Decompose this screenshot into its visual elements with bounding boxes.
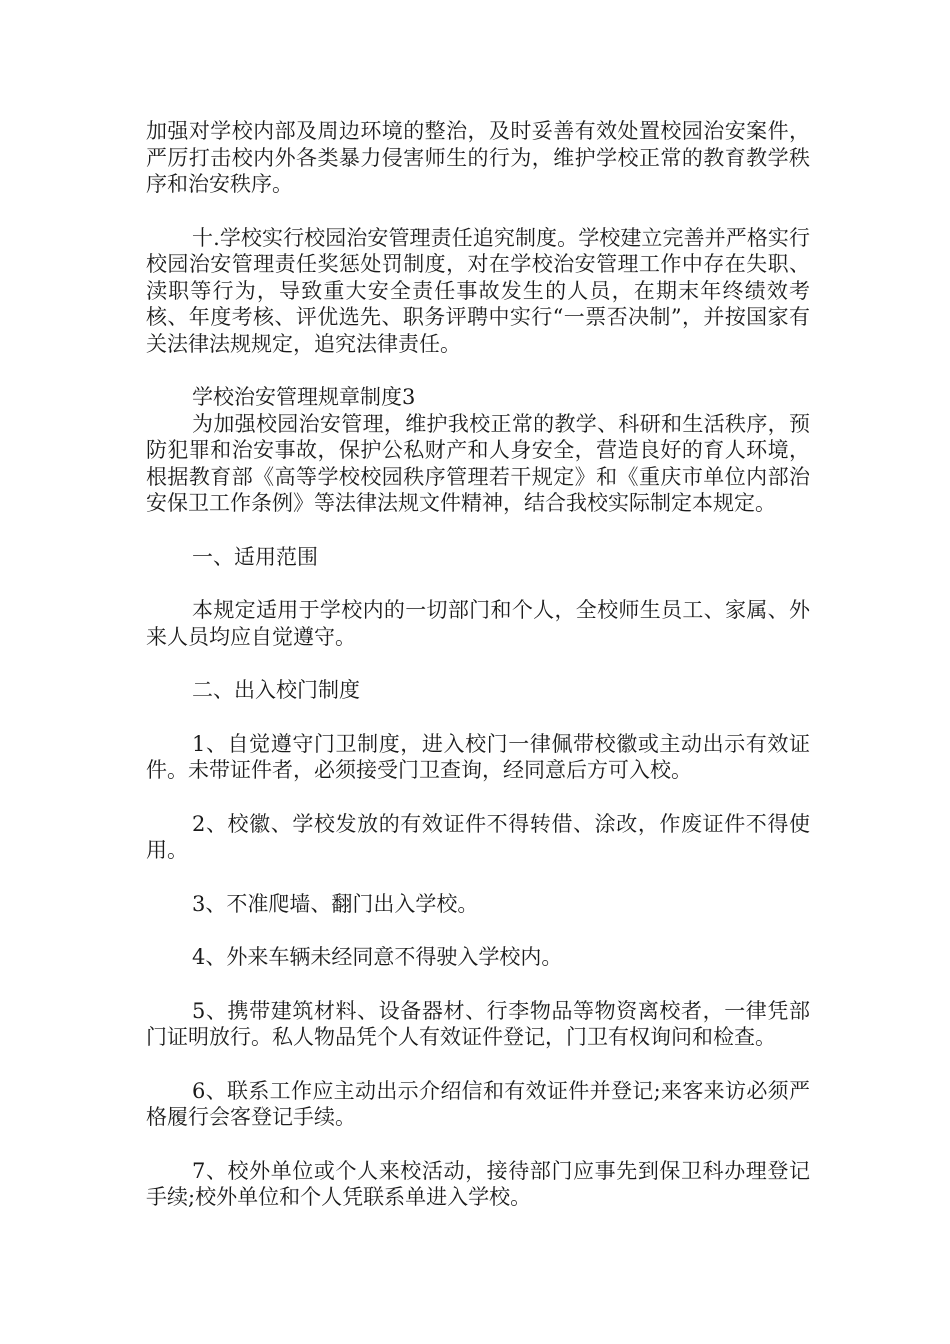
rule-item-6: 6、联系工作应主动出示介绍信和有效证件并登记;来客来访必须严格履行会客登记手续。 (146, 1078, 810, 1129)
rule-item-5: 5、携带建筑材料、设备器材、行李物品等物资离校者，一律凭部门证明放行。私人物品凭个人有效证件登记，门卫有权询问和检查。 (146, 998, 810, 1049)
paragraph-item-10: 十.学校实行校园治安管理责任追究制度。学校建立完善并严格实行校园治安管理责任奖惩处罚制度，对在学校治安管理工作中存在失职、渎职等行为，导致重大安全责任事故发生的人员，在期末年终绩效考核、年度考核、评优选先、职务评聘中实行“一票否决制”，并按国家有关法律法规规定，追究法律责任。 (146, 225, 810, 356)
rule-item-2: 2、校徽、学校发放的有效证件不得转借、涂改，作废证件不得使用。 (146, 811, 810, 862)
section-title: 学校治安管理规章制度3 (192, 385, 416, 409)
rule-item-3: 3、不准爬墙、翻门出入学校。 (192, 891, 479, 916)
rule-item-4: 4、外来车辆未经同意不得驶入学校内。 (192, 945, 563, 969)
paragraph-preamble: 为加强校园治安管理，维护我校正常的教学、科研和生活秩序，预防犯罪和治安事故，保护公私财产和人身安全，营造良好的育人环境，根据教育部《高等学校校园秩序管理若干规定》和《重庆市单位内部治安保卫工作条例》等法律法规文件精神，结合我校实际制定本规定。 (146, 411, 810, 515)
rule-item-7: 7、校外单位或个人来校活动，接待部门应事先到保卫科办理登记手续;校外单位和个人凭联系单进入学校。 (146, 1158, 810, 1209)
paragraph-continuation: 加强对学校内部及周边环境的整治，及时妥善有效处置校园治安案件，严厉打击校内外各类暴力侵害师生的行为，维护学校正常的教育教学秩序和治安秩序。 (146, 119, 810, 196)
heading-gate-rules: 二、出入校门制度 (192, 678, 360, 702)
rule-item-1: 1、自觉遵守门卫制度，进入校门一律佩带校徽或主动出示有效证件。未带证件者，必须接受门卫查询，经同意后方可入校。 (146, 731, 810, 782)
heading-scope: 一、适用范围 (192, 544, 318, 569)
document-body (146, 118, 810, 1238)
paragraph-scope: 本规定适用于学校内的一切部门和个人，全校师生员工、家属、外来人员均应自觉遵守。 (146, 598, 810, 649)
